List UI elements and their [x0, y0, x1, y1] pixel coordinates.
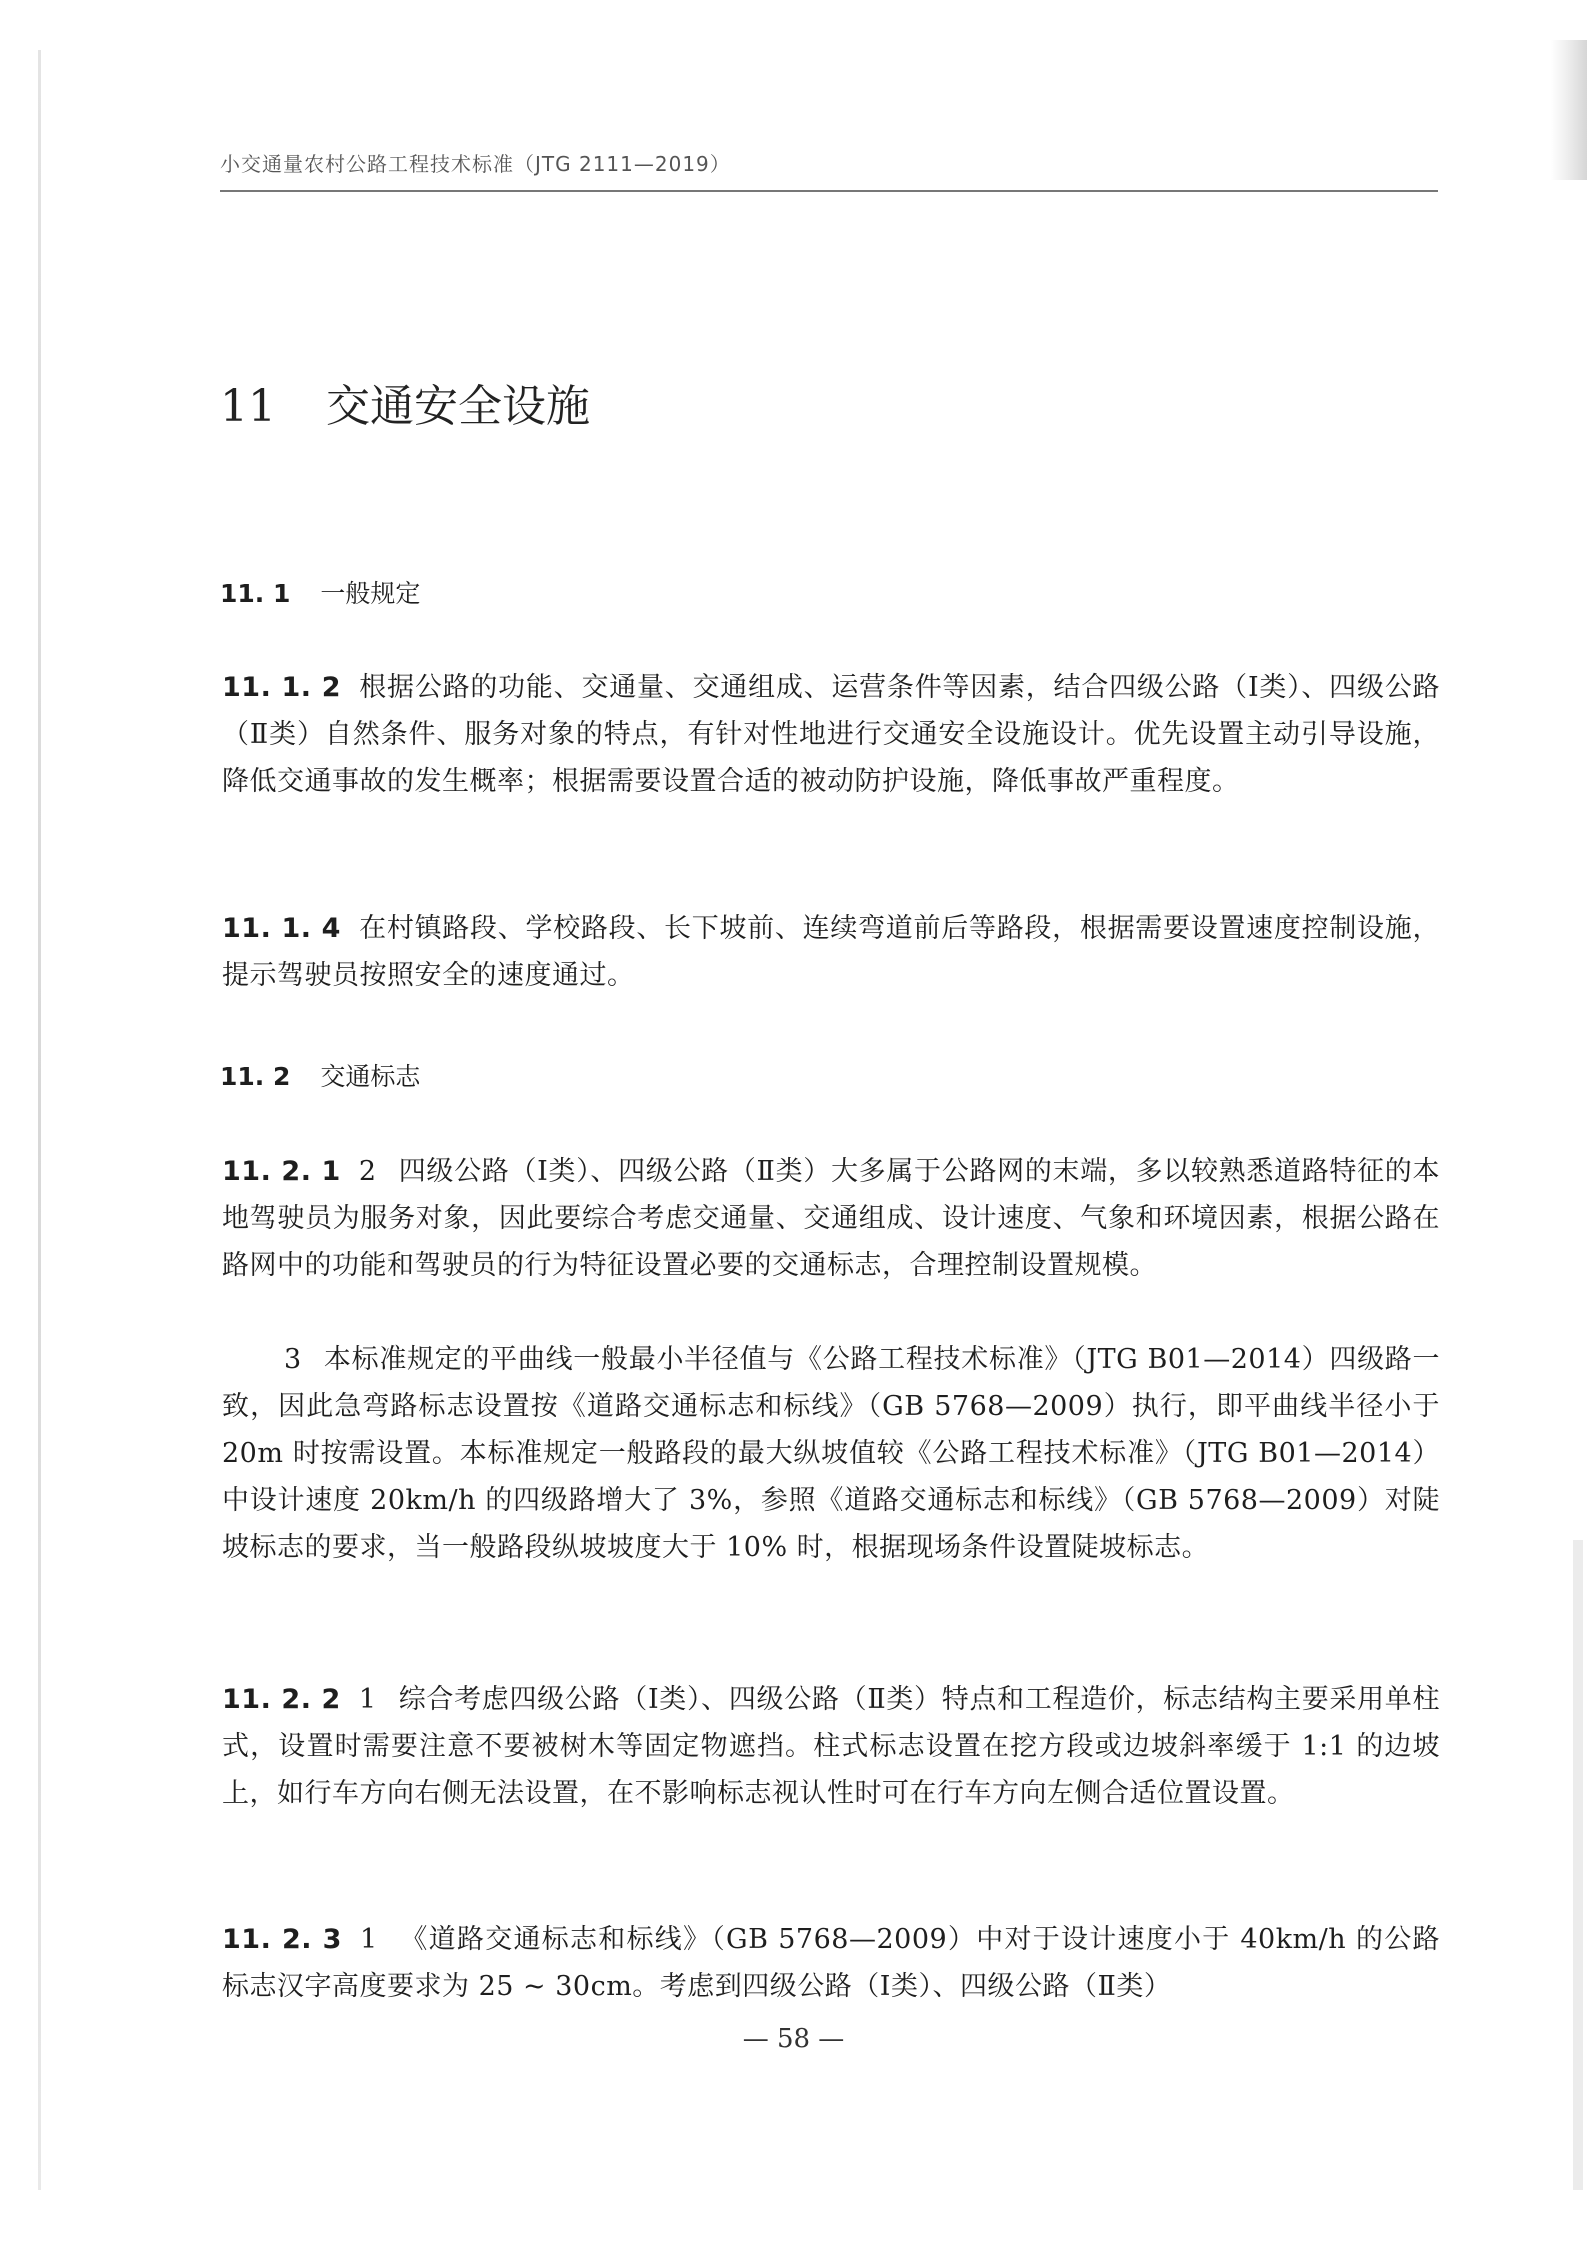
paragraph-11-2-1-item-2	[222, 1148, 1440, 1289]
section-title: 一般规定	[320, 579, 421, 608]
item-number: 2	[358, 1156, 377, 1187]
paragraph-text: 在村镇路段、学校路段、长下坡前、连续弯道前后等路段，根据需要设置速度控制设施，提示驾驶员按照安全的速度通过。	[222, 913, 1440, 991]
clause-number: 11. 2. 2	[222, 1684, 341, 1715]
chapter-title-text: 交通安全设施	[326, 381, 590, 432]
paragraph-text: 综合考虑四级公路（Ⅰ类）、四级公路（Ⅱ类）特点和工程造价，标志结构主要采用单柱式，设置时需要注意不要被树木等固定物遮挡。柱式标志设置在挖方段或边坡斜率缓于 1:1 的边坡上，如行车方向右侧无法设置，在不影响标志视认性时可在行车方向左侧合适位置设置。	[222, 1684, 1440, 1809]
section-number: 11. 2	[220, 1062, 291, 1091]
paragraph-11-1-2	[222, 664, 1440, 805]
paragraph-text: 本标准规定的平曲线一般最小半径值与《公路工程技术标准》（JTG B01—2014）四级路一致，因此急弯路标志设置按《道路交通标志和标线》（GB 5768—2009）执行，即平曲线半径小于 20m 时按需设置。本标准规定一般路段的最大纵坡值较《公路工程技术标准》（JTG B01—2014）中设计速度 20km/h 的四级路增大了 3%，参照《道路交通标志和标线》（GB 5768—2009）对陡坡标志的要求，当一般路段纵坡坡度大于 10% 时，根据现场条件设置陡坡标志。	[222, 1344, 1440, 1563]
header-rule	[220, 190, 1438, 192]
scan-edge-right	[1551, 40, 1587, 180]
clause-number: 11. 1. 2	[222, 672, 342, 703]
clause-number: 11. 2. 1	[222, 1156, 341, 1187]
page-number: — 58 —	[742, 2024, 845, 2054]
paragraph-text: 根据公路的功能、交通量、交通组成、运营条件等因素，结合四级公路（Ⅰ类）、四级公路（Ⅱ类）自然条件、服务对象的特点，有针对性地进行交通安全设施设计。优先设置主动引导设施，降低交通事故的发生概率；根据需要设置合适的被动防护设施，降低事故严重程度。	[222, 672, 1440, 797]
section-number: 11. 1	[220, 579, 291, 608]
chapter-number: 11	[220, 381, 276, 432]
section-heading-11-1	[220, 574, 420, 610]
item-number: 3	[284, 1344, 302, 1375]
running-header: 小交通量农村公路工程技术标准（JTG 2111—2019）	[220, 152, 731, 176]
item-number: 1	[359, 1924, 378, 1955]
clause-number: 11. 2. 3	[222, 1924, 342, 1955]
paragraph-11-1-4	[222, 905, 1440, 999]
item-number: 1	[358, 1684, 377, 1715]
paragraph-text: 四级公路（Ⅰ类）、四级公路（Ⅱ类）大多属于公路网的末端，多以较熟悉道路特征的本地驾驶员为服务对象，因此要综合考虑交通量、交通组成、设计速度、气象和环境因素，根据公路在路网中的功能和驾驶员的行为特征设置必要的交通标志，合理控制设置规模。	[222, 1156, 1440, 1281]
section-title: 交通标志	[320, 1062, 421, 1091]
section-heading-11-2	[220, 1057, 420, 1093]
paragraph-11-2-1-item-3	[222, 1336, 1440, 1571]
scan-edge-right-lower	[1573, 1540, 1583, 2190]
paragraph-11-2-2-item-1	[222, 1676, 1440, 1817]
paragraph-11-2-3-item-1	[222, 1916, 1440, 2010]
scan-edge-left	[38, 50, 41, 2190]
chapter-title	[220, 370, 590, 434]
clause-number: 11. 1. 4	[222, 913, 341, 944]
paragraph-text: 《道路交通标志和标线》（GB 5768—2009）中对于设计速度小于 40km/h 的公路标志汉字高度要求为 25 ~ 30cm。考虑到四级公路（Ⅰ类）、四级公路（Ⅱ类）	[222, 1924, 1440, 2002]
